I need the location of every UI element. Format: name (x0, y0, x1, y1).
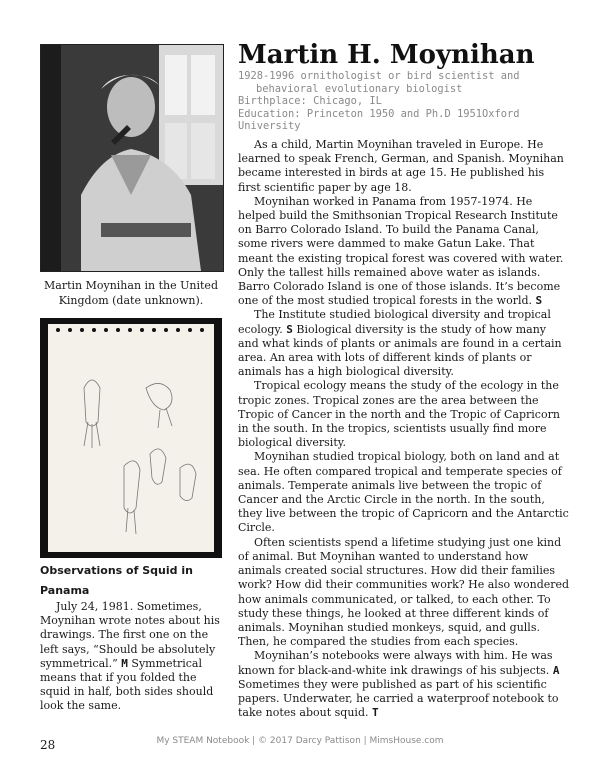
science-glyph-icon: S (535, 294, 543, 308)
paragraph-7-text-a: Moynihan’s notebooks were always with him. He was known for black-and-white ink drawings of his subjects. (238, 649, 553, 677)
article-body (238, 138, 570, 720)
squid-sketch (40, 318, 222, 558)
science-glyph-icon: S (286, 322, 293, 336)
paragraph-1: As a child, Martin Moynihan traveled in Europe. He learned to speak French, German, and Spanish. Moynihan became interested in birds at age 15. He published his first scientific paper by age 18. (238, 138, 564, 194)
technology-glyph-icon: T (371, 706, 379, 720)
page-footer: My STEAM Notebook | © 2017 Darcy Pattison | MimsHouse.com (156, 736, 444, 746)
paragraph-7 (238, 649, 570, 720)
paragraph-4: Tropical ecology means the study of the ecology in the tropic zones. Tropical zones are the area between the Tropic of Cancer in the north and the Tropic of Capricorn in the south. In the tropics, scientists usually find more biological diversity. (238, 379, 560, 450)
sidebar-text-1: July 24, 1981. Sometimes, Moynihan wrote notes about his drawings. The first one on the left says, “Should be absolutely symmetrical.” (40, 600, 220, 670)
paragraph-5: Moynihan studied tropical biology, both on land and at sea. He often compared tropical and temperate species of animals. Temperate animals live between the tropic of Cancer and the Arctic Circle in the north. In the south, they live between the tropic of Capricorn and the Antarctic Circle. (238, 450, 569, 535)
bio-birthplace: Birthplace: Chicago, IL (238, 95, 382, 108)
bio-meta (238, 70, 568, 133)
bio-role: 1928-1996 ornithologist or bird scientist and behavioral evolutionary biologist (238, 70, 520, 95)
art-glyph-icon: A (552, 663, 560, 677)
paragraph-7-text-b: Sometimes they were published as part of his scientific papers. Underwater, he carried a waterproof notebook to take notes about squid. (238, 677, 559, 720)
paragraph-3 (238, 308, 570, 379)
photo-caption: Martin Moynihan in the United Kingdom (date unknown). (44, 279, 218, 307)
sidebar-text (40, 600, 222, 714)
page-number: 28 (40, 738, 56, 752)
page-title: Martin H. Moynihan (238, 40, 535, 70)
paragraph-2-text: Moynihan worked in Panama from 1957-1974. He helped build the Smithsonian Tropical Research Institute on Barro Colorado Island. To build the Panama Canal, some rivers were dammed to make Gatun Lake. That meant the existing tropical forest was covered with water. Only the tallest hills remained above water as islands. Barro Colorado Island is one of those islands. It’s become one of the most studied tropical forests in the world. (238, 194, 564, 308)
moynihan-photo (40, 44, 224, 272)
paragraph-6: Often scientists spend a lifetime studying just one kind of animal. But Moynihan wanted to understand how animals created social structures. How did their families work? How did their communities work? He also wondered how animals communicated, or talked, to each other. To study these things, he looked at three different kinds of animals. Moynihan studied monkeys, squid, and gulls. Then, he compared the studies from each species. (238, 535, 570, 649)
paragraph-2 (238, 195, 570, 309)
bio-education: Education: Princeton 1950 and Ph.D 1951Oxford University (238, 107, 520, 133)
paragraph-3-text-a: The Institute studied biological diversity and tropical ecology. (238, 308, 551, 336)
notebook-glyph-icon: M (121, 656, 128, 670)
sidebar-text-2: Symmetrical means that if you folded the squid in half, both sides should look the same. (40, 656, 214, 713)
sidebar-title: Observations of Squid in Panama (40, 564, 193, 597)
paragraph-3-text-b: Biological diversity is the study of how many and what kinds of plants or animals are found in a certain area. An area with lots of different kinds of plants or animals has a high biological diversity. (238, 322, 562, 379)
